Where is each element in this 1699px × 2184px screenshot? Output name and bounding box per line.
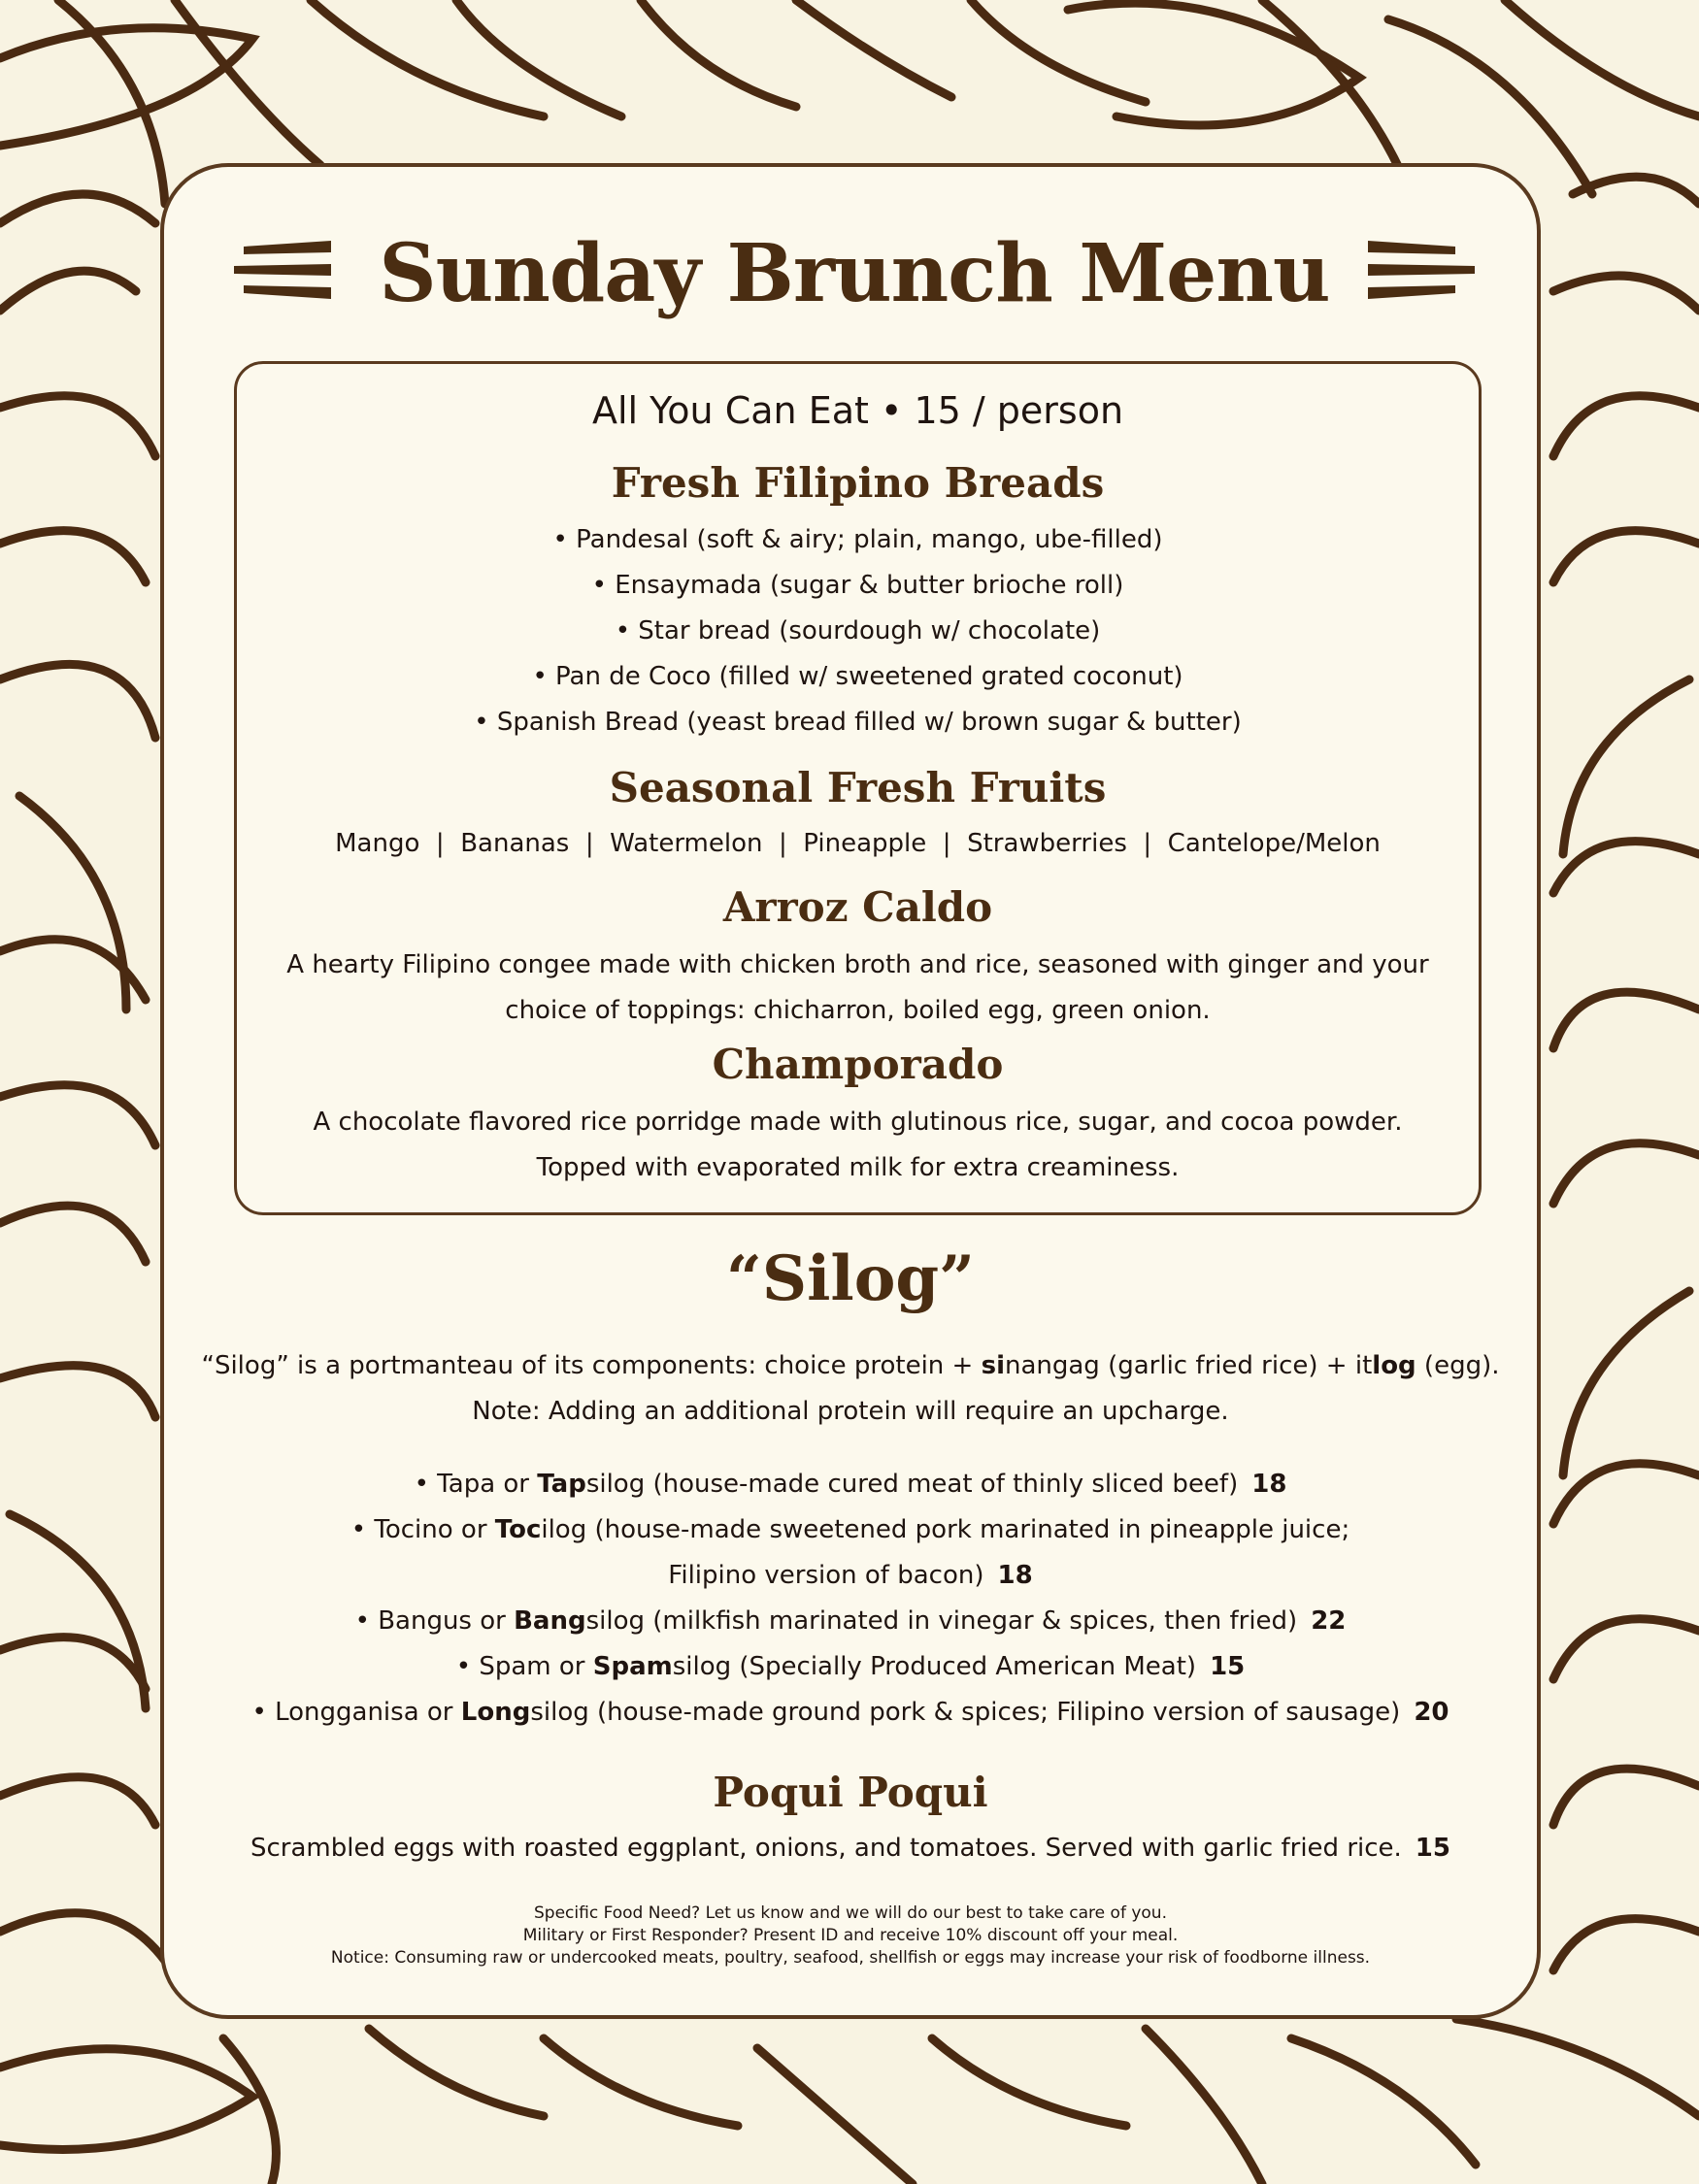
item-text: • Tapa or: [414, 1470, 538, 1499]
item-bold: Tap: [537, 1470, 586, 1499]
silog-intro-log: log: [1372, 1351, 1416, 1380]
silog-intro-text: (egg).: [1416, 1351, 1500, 1380]
silog-intro-si: si: [981, 1351, 1005, 1380]
item-text: Filipino version of bacon): [668, 1561, 984, 1590]
breads-heading: Fresh Filipino Breads: [611, 459, 1105, 507]
menu-title: Sunday Brunch Menu: [379, 227, 1330, 320]
item-text: silog (house-made cured meat of thinly sliced beef): [585, 1470, 1239, 1499]
item-text: silog (house-made ground pork & spices; Filipino version of sausage): [530, 1698, 1401, 1727]
item-bold: Toc: [494, 1515, 542, 1544]
item-price: 22: [1311, 1606, 1347, 1636]
bread-item: • Star bread (sourdough w/ chocolate): [615, 616, 1101, 645]
arroz-caldo-desc-line1: A hearty Filipino congee made with chicken broth and rice, seasoned with ginger and your: [286, 950, 1429, 979]
item-text: • Longganisa or: [251, 1698, 461, 1727]
fine-print-line: Specific Food Need? Let us know and we will do our best to take care of you.: [534, 1903, 1167, 1923]
silog-note: Note: Adding an additional protein will require an upcharge.: [472, 1397, 1229, 1426]
item-text: Scrambled eggs with roasted eggplant, onions, and tomatoes. Served with garlic fried rice.: [250, 1834, 1402, 1863]
item-price: 15: [1415, 1834, 1450, 1863]
fruits-list: Mango | Bananas | Watermelon | Pineapple | Strawberries | Cantelope/Melon: [335, 829, 1381, 858]
silog-item-bangus: [164, 1606, 1537, 1636]
item-text: ilog (house-made sweetened pork marinated in pineapple juice;: [541, 1515, 1350, 1544]
champorado-desc-line2: Topped with evaporated milk for extra creaminess.: [536, 1153, 1180, 1182]
item-text: silog (milkfish marinated in vinegar & spices, then fried): [585, 1606, 1298, 1636]
silog-item-tocino: [164, 1515, 1537, 1544]
buffet-price-tagline: All You Can Eat • 15 / person: [591, 389, 1124, 432]
item-price: 15: [1210, 1652, 1246, 1681]
item-bold: Bang: [514, 1606, 586, 1636]
silog-item-tocino-line2: [164, 1561, 1537, 1590]
item-bold: Long: [460, 1698, 531, 1727]
fine-print: [164, 1903, 1537, 1969]
menu-card: [160, 163, 1541, 2019]
arroz-caldo-desc-line2: choice of toppings: chicharron, boiled egg, green onion.: [505, 996, 1211, 1025]
fine-print-line: Notice: Consuming raw or undercooked meats, poultry, seafood, shellfish or eggs may increase your risk of foodborne illness.: [330, 1948, 1371, 1968]
silog-item-longganisa: [164, 1698, 1537, 1727]
champorado-desc-line1: A chocolate flavored rice porridge made with glutinous rice, sugar, and cocoa powder.: [313, 1108, 1403, 1137]
silog-intro-text: nangag (garlic fried rice) + it: [1004, 1351, 1373, 1380]
silog-intro-text: “Silog” is a portmanteau of its components: choice protein +: [201, 1351, 982, 1380]
champorado-heading: Champorado: [712, 1041, 1004, 1088]
fruits-heading: Seasonal Fresh Fruits: [609, 764, 1107, 811]
item-price: 18: [1251, 1470, 1287, 1499]
buffet-box: [234, 361, 1482, 1215]
item-price: 20: [1414, 1698, 1449, 1727]
silog-heading: “Silog”: [726, 1242, 975, 1315]
item-bold: Spam: [592, 1652, 673, 1681]
item-text: silog (Specially Produced American Meat): [672, 1652, 1197, 1681]
silog-item-tapa: [164, 1470, 1537, 1499]
item-text: • Spam or: [455, 1652, 593, 1681]
item-text: • Tocino or: [350, 1515, 495, 1544]
bread-item: • Pan de Coco (filled w/ sweetened grated coconut): [532, 662, 1183, 691]
item-text: • Bangus or: [354, 1606, 515, 1636]
poqui-heading: Poqui Poqui: [713, 1769, 988, 1816]
poqui-desc: [164, 1834, 1537, 1863]
silog-intro: [164, 1351, 1537, 1380]
item-price: 18: [997, 1561, 1033, 1590]
silog-item-spam: [164, 1652, 1537, 1681]
bread-item: • Ensaymada (sugar & butter brioche roll): [591, 571, 1124, 600]
bread-item: • Pandesal (soft & airy; plain, mango, ube-filled): [552, 525, 1163, 554]
arroz-caldo-heading: Arroz Caldo: [722, 883, 993, 931]
bread-item: • Spanish Bread (yeast bread filled w/ brown sugar & butter): [474, 708, 1242, 737]
fine-print-line: Military or First Responder? Present ID and receive 10% discount off your meal.: [522, 1926, 1179, 1945]
